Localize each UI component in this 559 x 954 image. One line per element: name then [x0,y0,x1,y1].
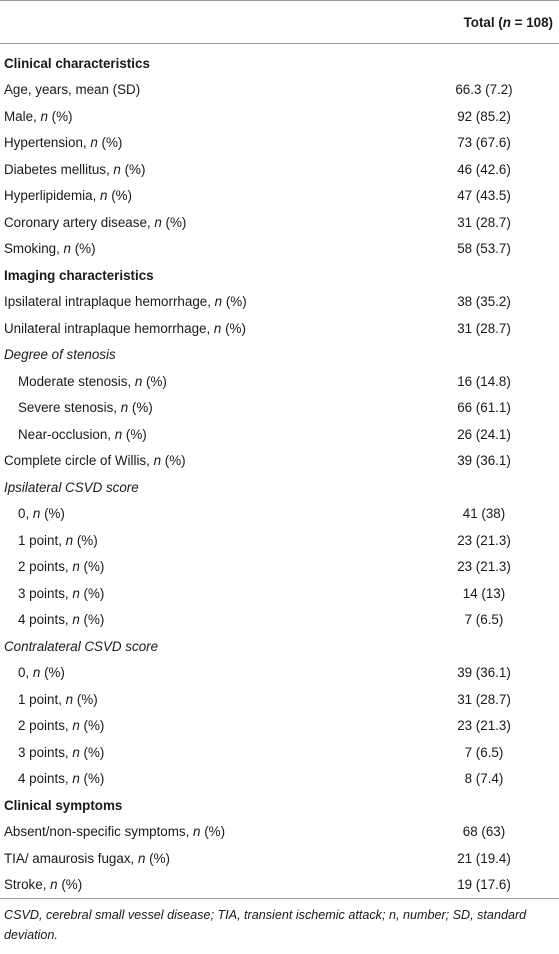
table-row [0,103,559,130]
row-label: Degree of stenosis [4,347,116,363]
row-label-cell [0,527,387,554]
row-n-symbol: n [32,506,41,522]
row-label-suffix: (%) [142,373,167,389]
section-header-row [0,262,559,289]
row-label-suffix: (%) [79,559,105,575]
row-n-symbol: n [72,612,80,628]
row-label-suffix: (%) [79,744,105,760]
row-value-cell: 19 (17.6) [387,872,559,899]
header-label-cell [0,1,387,44]
row-value-cell: 23 (21.3) [457,532,511,548]
row-label-cell [0,209,387,236]
row-label-cell [0,262,387,289]
row-label: 3 points, [18,744,73,760]
row-label-cell [0,236,387,263]
table-row [0,421,559,448]
row-value-cell: 73 (67.6) [457,135,511,151]
row-label: Hyperlipidemia, [4,188,101,204]
row-value-cell: 16 (14.8) [457,373,511,389]
row-value-cell: 31 (28.7) [457,214,511,230]
row-label-cell [0,845,387,872]
row-label: Diabetes mellitus, [4,161,114,177]
row-value-cell: 21 (19.4) [457,850,511,866]
table-row [0,872,559,899]
row-label-suffix: (%) [161,214,187,230]
row-label: Age, years, mean (SD) [4,82,141,98]
row-label-cell [0,395,387,422]
header-total-cell [387,1,559,44]
row-n-symbol: n [154,214,162,230]
row-label-cell [0,686,387,713]
row-label: Stroke, [4,877,51,893]
table-row [0,819,559,846]
row-value-cell: 66.3 (7.2) [455,82,513,98]
row-label: Severe stenosis, [18,400,121,416]
row-value-cell: 8 (7.4) [464,771,504,787]
header-total-suffix: = 108) [510,14,553,30]
row-label-suffix: (%) [122,426,147,442]
row-label: TIA/ amaurosis fugax, [4,850,138,866]
row-n-symbol: n [72,559,80,575]
row-label-cell [0,130,387,157]
row-label-suffix: (%) [79,585,105,601]
row-label: Near-occlusion, [18,426,115,442]
row-label-cell [0,766,387,793]
row-label-suffix: (%) [79,771,105,787]
row-n-symbol: n [72,718,80,734]
row-n-symbol: n [72,585,80,601]
row-n-symbol: n [153,453,162,469]
subsection-header-row [0,342,559,369]
row-label-cell [0,156,387,183]
row-value-cell: 47 (43.5) [457,188,511,204]
row-value-cell: 26 (24.1) [457,426,511,442]
row-label: 0, [18,665,33,681]
row-n-symbol: n [114,426,123,442]
row-label-suffix: (%) [221,320,246,336]
row-n-symbol: n [134,373,143,389]
row-label-suffix: (%) [161,453,186,469]
table-row [0,395,559,422]
row-label-cell [0,554,387,581]
row-label-suffix: (%) [79,718,105,734]
row-label: 0, [18,506,33,522]
row-n-symbol: n [32,665,41,681]
row-n-symbol: n [214,294,223,310]
row-value-cell [387,262,559,289]
section-header-row [0,44,559,77]
table-row [0,183,559,210]
row-label: 2 points, [18,559,73,575]
row-value-cell: 7 (6.5) [464,612,504,628]
row-label-suffix: (%) [97,135,123,151]
row-label: Coronary artery disease, [4,214,155,230]
row-label: Ipsilateral intraplaque hemorrhage, [4,294,215,310]
row-label-cell [0,315,387,342]
table-footnote: CSVD, cerebral small vessel disease; TIA, transient ischemic attack; n, number; SD, standard deviation. [4,908,527,942]
row-value-cell [387,44,559,77]
row-label-suffix: (%) [47,108,73,124]
row-value-cell: 41 (38) [462,506,506,522]
row-label-suffix: (%) [73,691,98,707]
row-label-cell [0,739,387,766]
row-n-symbol: n [137,850,146,866]
row-label-cell [0,607,387,634]
row-label: Hypertension, [4,135,91,151]
table-body [0,1,559,899]
row-value-cell: 7 (6.5) [464,744,504,760]
table-row [0,713,559,740]
table-row [0,580,559,607]
row-label-cell [0,474,387,501]
row-label-suffix: (%) [128,400,153,416]
row-n-symbol: n [213,320,222,336]
row-value-cell: 31 (28.7) [457,320,511,336]
row-n-symbol: n [193,824,201,840]
row-label-cell [0,77,387,104]
table-row [0,554,559,581]
row-label-cell [0,342,387,369]
row-label-cell [0,448,387,475]
row-value-cell: 39 (36.1) [457,453,511,469]
row-n-symbol: n [40,108,48,124]
row-label: Unilateral intraplaque hemorrhage, [4,320,214,336]
table-row [0,501,559,528]
row-label-suffix: (%) [200,824,226,840]
row-label-cell [0,289,387,316]
table-header-row [0,1,559,44]
row-label-suffix: (%) [71,241,96,257]
row-label-cell [0,368,387,395]
table-row [0,607,559,634]
header-total-n: n [502,14,511,30]
row-label: 2 points, [18,718,73,734]
row-value-cell: 38 (35.2) [457,294,511,310]
row-value-cell: 68 (63) [462,824,506,840]
row-label-suffix: (%) [73,532,98,548]
row-value-cell: 23 (21.3) [457,559,511,575]
row-value-cell: 58 (53.7) [457,241,511,257]
row-label-cell [0,792,387,819]
row-label-suffix: (%) [107,188,133,204]
table-row [0,739,559,766]
table-row [0,315,559,342]
row-label: Smoking, [4,241,64,257]
row-n-symbol: n [65,691,74,707]
row-label-suffix: (%) [40,506,65,522]
row-label: Contralateral CSVD score [4,638,159,654]
row-n-symbol: n [120,400,129,416]
row-label-cell [0,421,387,448]
row-label-cell [0,580,387,607]
row-label: Imaging characteristics [4,267,154,283]
row-label-cell [0,633,387,660]
row-label-suffix: (%) [145,850,170,866]
row-label: Ipsilateral CSVD score [4,479,139,495]
row-label-cell [0,660,387,687]
row-label: Clinical characteristics [4,55,150,71]
row-value-cell: 66 (61.1) [457,400,511,416]
row-value-cell: 39 (36.1) [457,665,511,681]
row-label-suffix: (%) [222,294,247,310]
table-row [0,527,559,554]
table-row [0,766,559,793]
row-label-cell [0,183,387,210]
row-value-cell: 31 (28.7) [457,691,511,707]
row-label: 3 points, [18,585,73,601]
row-value-cell: 14 (13) [462,585,506,601]
row-label-cell [0,103,387,130]
subsection-header-row [0,474,559,501]
row-value-cell [387,792,559,819]
row-label-cell [0,501,387,528]
row-label: Complete circle of Willis, [4,453,154,469]
row-n-symbol: n [65,532,74,548]
row-label-cell [0,713,387,740]
row-label-cell [0,872,387,899]
table-row [0,77,559,104]
row-label-suffix: (%) [57,877,83,893]
row-label-suffix: (%) [79,612,105,628]
row-label: 4 points, [18,771,73,787]
row-n-symbol: n [50,877,58,893]
subsection-header-row [0,633,559,660]
table-row [0,209,559,236]
row-n-symbol: n [100,188,108,204]
row-label: 1 point, [18,691,66,707]
row-value-cell [387,474,559,501]
row-n-symbol: n [113,161,121,177]
table-row [0,686,559,713]
section-header-row [0,792,559,819]
row-value-cell: 23 (21.3) [457,718,511,734]
row-value-cell: 92 (85.2) [457,108,511,124]
header-total-prefix: Total ( [463,14,503,30]
row-value-cell [387,342,559,369]
row-n-symbol: n [72,771,80,787]
row-label: Clinical symptoms [4,797,123,813]
row-n-symbol: n [72,744,80,760]
table-row [0,368,559,395]
table-row [0,845,559,872]
table-row [0,236,559,263]
row-label-suffix: (%) [120,161,146,177]
row-n-symbol: n [90,135,98,151]
table-row [0,130,559,157]
row-n-symbol: n [63,241,71,257]
row-label-cell [0,44,387,77]
row-value-cell [387,633,559,660]
row-label: 4 points, [18,612,73,628]
row-label-cell [0,819,387,846]
table-row [0,660,559,687]
row-label-suffix: (%) [40,665,65,681]
row-label: Moderate stenosis, [18,373,135,389]
row-label: Male, [4,108,41,124]
table-row [0,156,559,183]
table-row [0,448,559,475]
row-label: Absent/non-specific symptoms, [4,824,194,840]
row-label: 1 point, [18,532,66,548]
row-value-cell: 46 (42.6) [457,161,511,177]
table-row [0,289,559,316]
